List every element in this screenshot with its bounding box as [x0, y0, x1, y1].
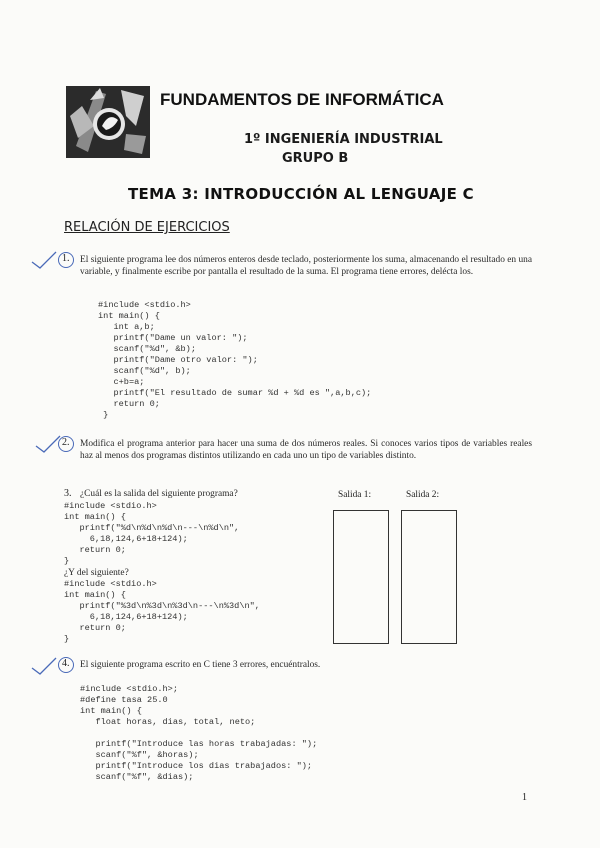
output-2-box[interactable] [401, 510, 457, 644]
output-2-label: Salida 2: [406, 490, 440, 500]
degree-label: 1º INGENIERÍA INDUSTRIAL [244, 132, 443, 147]
exercise-3-followup: ¿Y del siguiente? [64, 568, 129, 578]
section-title: RELACIÓN DE EJERCICIOS [64, 220, 230, 235]
exercise-4-text: El siguiente programa escrito en C tiene 3 errores, encuéntralos. [80, 660, 321, 670]
exercise-4-number: 4. [62, 658, 70, 669]
exercise-2-text: Modifica el programa anterior para hacer una suma de dos números reales. Si conoces varios tipos de variables reales haz al menos dos programas distintos utilizando en cada uno un tipo de variables distinto. [80, 439, 532, 462]
output-1-box[interactable] [333, 510, 389, 644]
exercise-2-number: 2. [62, 437, 70, 448]
exercise-3-question: ¿Cuál es la salida del siguiente programa? [80, 489, 238, 499]
output-1-label: Salida 1: [338, 490, 372, 500]
exercise-4-code: #include <stdio.h>; #define tasa 25.0 int main() { float horas, dias, total, neto; printf("Introduce las horas trabajadas: "); scanf("%f", &horas); printf("Introduce los dias trabajados: "); scanf("%f", &dias); [80, 684, 318, 782]
topic-title: TEMA 3: INTRODUCCIÓN AL LENGUAJE C [128, 185, 474, 203]
group-label: GRUPO B [282, 151, 349, 166]
course-title: FUNDAMENTOS DE INFORMÁTICA [160, 90, 444, 109]
exercise-1-number: 1. [62, 253, 70, 264]
page-number: 1 [522, 792, 527, 803]
exercise-1-text: El siguiente programa lee dos números enteros desde teclado, posteriormente los suma, almacenando el resultado en una variable, y finalmente escribe por pantalla el resultado de la suma. El programa tiene errores, delécta los. [80, 255, 532, 278]
exercise-3-number: 3. [64, 488, 72, 499]
exercise-1-code: #include <stdio.h> int main() { int a,b; printf("Dame un valor: "); scanf("%d", &b); printf("Dame otro valor: "); scanf("%d", b); c+b=a; printf("El resultado de sumar %d + %d es ",a,b,c); return 0; } [98, 300, 372, 420]
logo [66, 86, 150, 158]
exercise-3-code-1: #include <stdio.h> int main() { printf("%d\n%d\n%d\n---\n%d\n", 6,18,124,6+18+124); return 0; } [64, 501, 240, 566]
logo-graphic [66, 86, 150, 158]
exercise-3-code-2: #include <stdio.h> int main() { printf("%3d\n%3d\n%3d\n---\n%3d\n", 6,18,124,6+18+124); return 0; } [64, 579, 260, 644]
